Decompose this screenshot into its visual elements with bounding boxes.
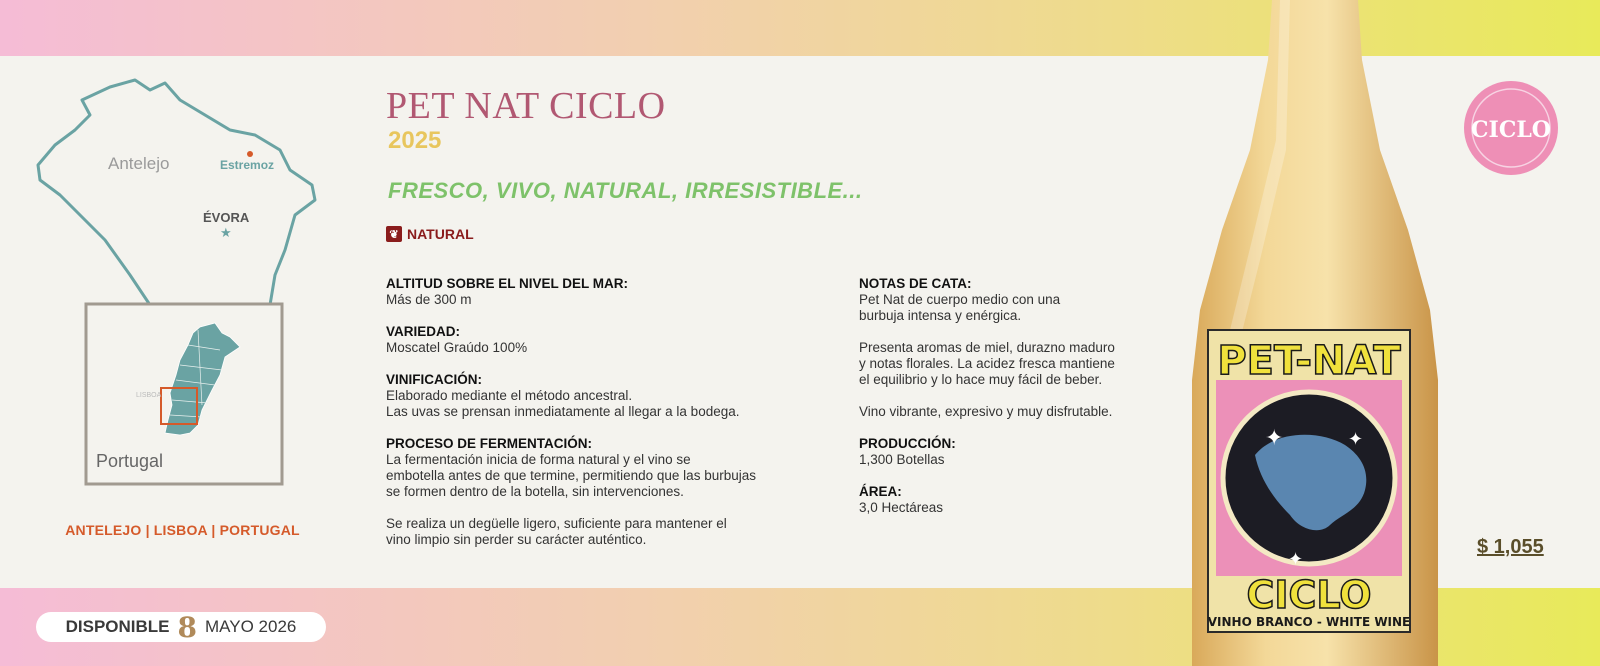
detail-fermentation-extra [386, 516, 826, 548]
availability-prefix: DISPONIBLE [65, 617, 170, 636]
wine-bottle-image [1180, 0, 1450, 666]
natural-badge-label: NATURAL [407, 226, 474, 242]
tasting-notes-label: NOTAS DE CATA: [859, 276, 972, 291]
star-icon: ✦ [1288, 549, 1304, 569]
detail-value: embotella antes de que termine, permitiendo que las burbujas [386, 468, 756, 483]
wine-tagline: FRESCO, VIVO, NATURAL, IRRESISTIBLE... [388, 178, 863, 203]
details-left-column [386, 276, 826, 564]
logo-text: CICLO [1471, 117, 1551, 143]
tasting-notes-p1 [859, 292, 1169, 324]
leaf-icon: ❦ [386, 226, 402, 242]
ciclo-logo [1462, 79, 1560, 177]
detail-value: se formen dentro de la botella, sin intervenciones. [386, 484, 684, 499]
star-icon: ★ [220, 225, 232, 240]
tasting-notes-p3 [859, 404, 1169, 420]
detail-value: 3,0 Hectáreas [859, 500, 944, 515]
map-city-label: ÉVORA [203, 210, 250, 225]
detail-label: PRODUCCIÓN: [859, 436, 956, 451]
tasting-line: Vino vibrante, expresivo y muy disfrutable. [859, 404, 1113, 419]
price: $ 1,055 [1477, 536, 1544, 558]
region-text: ANTELEJO | LISBOA | PORTUGAL [65, 522, 300, 538]
region-map [30, 75, 330, 495]
detail-value: La fermentación inicia de forma natural y el vino se [386, 452, 691, 467]
tasting-notes-p2 [859, 340, 1169, 388]
map-town-label: Estremoz [220, 158, 275, 172]
tasting-line: Pet Nat de cuerpo medio con una [859, 292, 1061, 307]
detail-fermentation [386, 436, 826, 500]
detail-value: Moscatel Graúdo 100% [386, 340, 528, 355]
estremoz-dot [247, 151, 253, 157]
detail-value: Se realiza un degüelle ligero, suficiente para mantener el [386, 516, 727, 531]
tasting-line: el equilibrio y lo hace muy fácil de beber. [859, 372, 1103, 387]
detail-vinification [386, 372, 826, 420]
detail-value: 1,300 Botellas [859, 452, 945, 467]
label-bottom-text: CICLO [1246, 573, 1372, 617]
detail-value: vino limpio sin perder su carácter auténtico. [386, 532, 647, 547]
detail-value: Más de 300 m [386, 292, 472, 307]
detail-label: PROCESO DE FERMENTACIÓN: [386, 436, 593, 451]
detail-label: VINIFICACIÓN: [386, 372, 482, 387]
detail-production [859, 436, 1169, 468]
detail-label: ALTITUD SOBRE EL NIVEL DEL MAR: [386, 276, 629, 291]
detail-altitude [386, 276, 826, 308]
map-region-label: Antelejo [108, 154, 170, 173]
star-icon: ✦ [1265, 425, 1284, 450]
availability-pill [36, 612, 326, 642]
detail-variety [386, 324, 826, 356]
inset-country-label: Portugal [96, 451, 164, 471]
detail-value: Las uvas se prensan inmediatamente al llegar a la bodega. [386, 404, 740, 419]
tasting-line: Presenta aromas de miel, durazno maduro [859, 340, 1115, 355]
details-right-column [859, 276, 1169, 532]
detail-label: ÁREA: [859, 484, 902, 499]
detail-value: Elaborado mediante el método ancestral. [386, 388, 633, 403]
natural-badge [386, 226, 474, 242]
wine-title: PET NAT CICLO [386, 85, 666, 127]
detail-label: VARIEDAD: [386, 324, 460, 339]
label-top-text: PET-NAT [1217, 338, 1401, 384]
tasting-line: y notas florales. La acidez fresca mantiene [859, 356, 1115, 371]
availability-month-year: MAYO 2026 [205, 617, 297, 636]
label-footer-text: VINHO BRANCO - WHITE WINE [1207, 615, 1411, 629]
tasting-line: burbuja intensa y enérgica. [859, 308, 1022, 323]
wine-year: 2025 [388, 127, 442, 154]
star-icon: ✦ [1348, 429, 1364, 449]
detail-area [859, 484, 1169, 516]
inset-small-label: LISBOA [136, 392, 162, 399]
availability-day: 8 [177, 610, 198, 644]
